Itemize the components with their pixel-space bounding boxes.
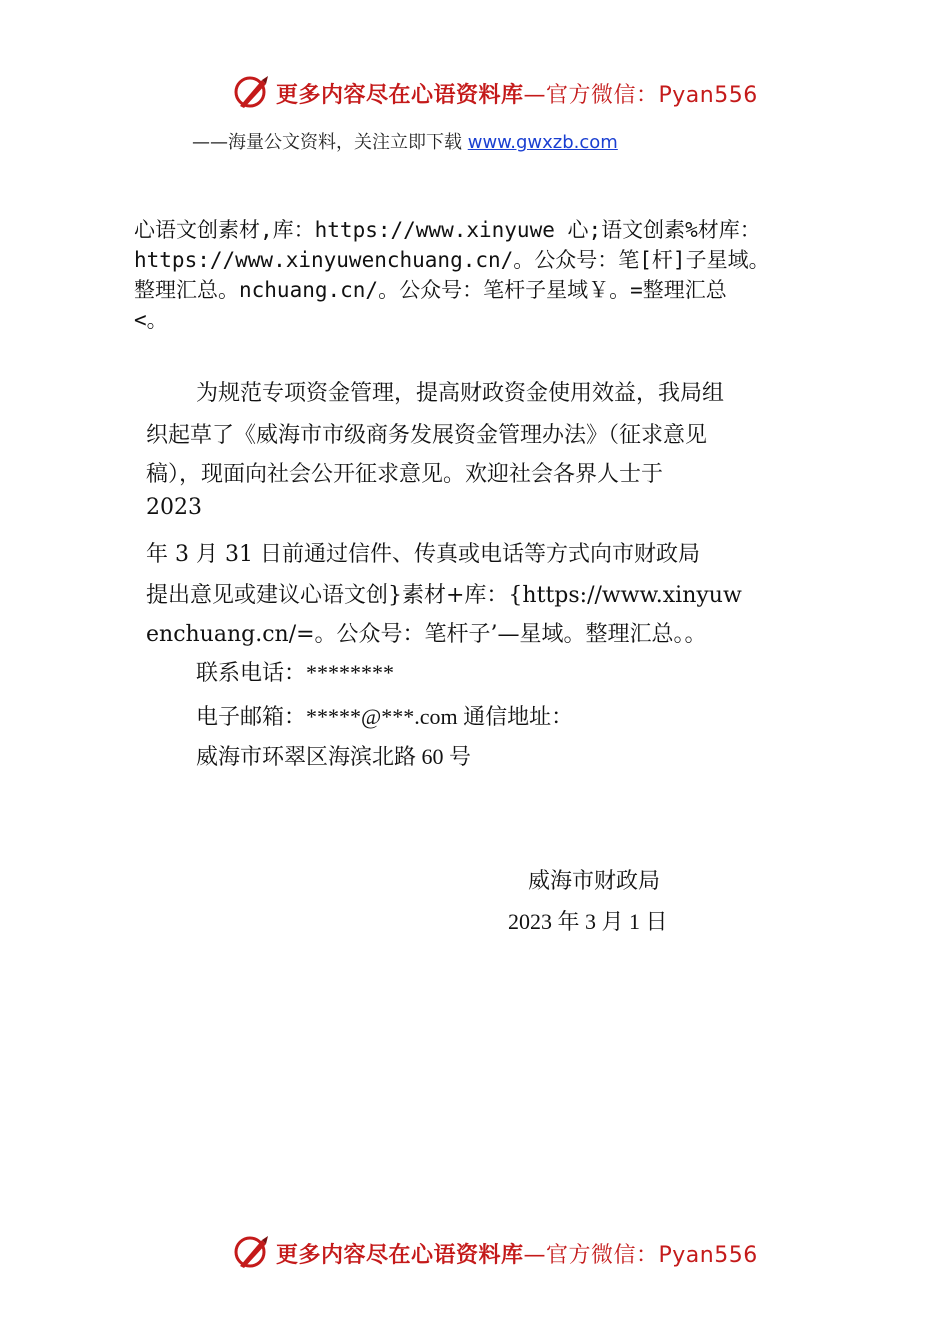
notice-line-6: 提出意见或建议心语文创}素材+库：{https://www.xinyuw bbox=[146, 583, 742, 608]
site-link[interactable]: www.gwxzb.com bbox=[467, 132, 618, 153]
notice-line-5: 年 3 月 31 日前通过信件、传真或电话等方式向市财政局 bbox=[146, 542, 700, 567]
pen-logo-icon bbox=[232, 1232, 272, 1272]
banner-text: 更多内容尽在心语资料库—官方微信：Pyan556 bbox=[276, 83, 758, 108]
contact-address: 威海市环翠区海滨北路 60 号 bbox=[196, 744, 472, 769]
watermark-line-1: 心语文创素材,库：https://www.xinyuwe 心;语文创素%材库： bbox=[134, 218, 761, 242]
notice-line-1: 为规范专项资金管理，提高财政资金使用效益，我局组 bbox=[196, 381, 725, 406]
contact-email: 电子邮箱：*****@***.com 通信地址： bbox=[196, 704, 574, 729]
signature-org: 威海市财政局 bbox=[528, 868, 661, 893]
signature-date: 2023 年 3 月 1 日 bbox=[508, 909, 668, 934]
watermark-line-4: <。 bbox=[134, 308, 168, 332]
download-subline bbox=[192, 128, 618, 154]
notice-line-2: 织起草了《威海市市级商务发展资金管理办法》（征求意见 bbox=[146, 423, 708, 448]
notice-line-7: enchuang.cn/=。公众号：笔杆子’—星域。整理汇总。。 bbox=[146, 622, 707, 647]
top-banner bbox=[232, 72, 758, 112]
notice-line-4: 2023 bbox=[146, 495, 202, 520]
bottom-banner bbox=[232, 1232, 758, 1272]
pen-logo-icon bbox=[232, 72, 272, 112]
watermark-line-3: 整理汇总。nchuang.cn/。公众号：笔杆子星域￥。=整理汇总 bbox=[134, 278, 727, 302]
notice-line-3: 稿），现面向社会公开征求意见。欢迎社会各界人士于 bbox=[146, 462, 664, 487]
watermark-line-2: https://www.xinyuwenchuang.cn/。公众号：笔[杆]子星域。 bbox=[134, 248, 770, 272]
subline-text: ——海量公文资料，关注立即下载 bbox=[192, 132, 468, 153]
contact-phone: 联系电话：******** bbox=[196, 660, 395, 685]
banner-text: 更多内容尽在心语资料库—官方微信：Pyan556 bbox=[276, 1243, 758, 1268]
